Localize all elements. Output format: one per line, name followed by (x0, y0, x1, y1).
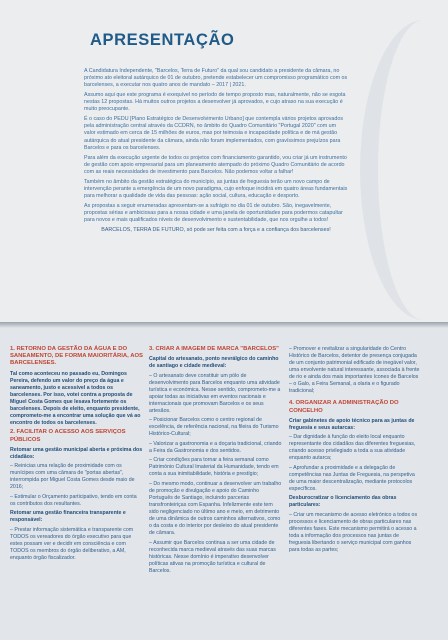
section-paragraph: Tal como aconteceu no passado eu, Domingos Pereira, defendo um valor do preço da água e saneamento, justo e acessível a todos os barcelenses. Por isso, votei contra a proposta de Miguel Costa Gomes que lesava fortemente os barcelenses. Depois de eleito, enquanto presidente, comprometo-me a encontrar uma solução que vá ao encontro de todos os barcelenses. (10, 370, 141, 426)
column-3 (289, 346, 421, 557)
section-paragraph: Retomar uma gestão financeira transparente e responsável: (10, 510, 126, 524)
intro-paragraph: Para além da execução urgente de todos os projetos com financiamento garantido, vou criar já um instrumento de gestão com apoio empresarial para um planeamento atempado do próximo Quadro Comunitário de acordo com as reais necessidades de investimento para Barcelos. Não podemos voltar a falhar! (84, 154, 347, 175)
column-2 (149, 346, 282, 577)
page-fold (0, 322, 448, 328)
section-paragraph: Capital do artesanato, ponto nevrálgico do caminho de santiago e cidade medieval: (149, 356, 279, 370)
section-paragraph: – Valorizar a gastronomia e a doçaria tradicional, criando a Feira da Gastronomia e dos sentidos. (149, 440, 282, 454)
section-paragraph: – Estimular o Orçamento participativo, tendo em conta os contributos dos resultantes. (10, 493, 137, 507)
intro-paragraph: É o caso do PEDU [Plano Estratégico de Desenvolvimento Urbano] que contempla vários projetos aprovados pela administração central através da CCDRN, no âmbito do Quadro Comunitário "Portugal 2020" com um valor estimado em cerca de 15 milhões de euros, mas por teimosia e incapacidade política e de má gestão autárquica do atual presidente da câmara, ainda não foram implementados, com gravíssimos prejuízos para Barcelos e para os barcelenses. (84, 116, 344, 151)
section-paragraph: – Criar um mecanismo de acesso eletrónico a todos os processos e licenciamento de obras particulares nas diferentes fases. Este mecanismo permitirá o acesso a toda a informação dos processos nas juntas de freguesia libertando o serviço municipal com ganhos para todas as partes; (289, 511, 418, 554)
intro-text (84, 68, 348, 237)
section-paragraph: – Do mesmo modo, continuar a desenvolver um trabalho de promoção e divulgação e apoio do Caminho Português de Santiago, incluindo parcerias transfronteiriças com Espanha. Infelizmente este tem sido negligenciado no último ano e meio, em detrimento de uma dinâmica de outros caminhos alternativos, como o da costa e do interior por desleixo do atual presidente de câmara. (149, 480, 282, 537)
section-paragraph: – Prestar informação sistemática e transparente com TODOS os vereadores do órgão executivo para que estes possam ver e decidir em consciência e com TODOS os membros do órgão deliberativo, a AM, enquanto órgão fiscalizador. (10, 526, 134, 561)
section-paragraph: – Aprofundar a proximidade e a delegação de competências nas Juntas de Freguesia, na perspetiva de uma maior descentralização, mediante protocolos específicos. (289, 464, 415, 492)
page-title: APRESENTAÇÃO (90, 31, 235, 49)
section-paragraph: – Dar dignidade à função do eleito local enquanto representante dos cidadãos das diferentes freguesias, criando acesso privilegiado a toda a sua atividade enquanto autarca; (289, 434, 416, 462)
intro-paragraph: Assumo aqui que este programa é exequível no período de tempo proposto mas, naturalmente, não se esgota nestas 12 propostas. Há muitos outros projetos a desenvolver já aprovados, e cujo atraso na sua execução é muito preocupante. (84, 92, 346, 113)
intro-paragraph: As propostas a seguir enumeradas apresentam-se a sufrágio no dia 01 de outubro. São, inegavelmente, propostas sérias e ambiciosas para a nossa cidade e uma janela de oportunidades para podermos catapultar para novos e mais qualificados níveis de desenvolvimento e sustentabilidade, que nos orgulhe a todos! (84, 202, 343, 223)
section-paragraph: – Promover e revitalizar a singularidade do Centro Histórico de Barcelos, detentor de presença conjugada de um conjunto patrimonial edificado de inegável valor, uma envolvente natural interessante, associada à frente de rio e ainda dos mais importantes ícones de Barcelos – o Galo, a Feira Semanal, a olaria e o figurado tradicional; (289, 346, 420, 395)
section-heading: 3. CRIAR A IMAGEM DE MARCA "BARCELOS" (149, 346, 279, 352)
section-paragraph: Retomar uma gestão municipal aberta e próxima dos cidadãos: (10, 446, 143, 460)
section-paragraph: – Assumir que Barcelos continua a ser uma cidade de reconhecida marca medieval através das suas marcas históricas. Nesse domínio é imperativo desenvolver políticas ativas na promoção turística e cultural de Barcelos. (149, 539, 276, 574)
section-paragraph: – O artesanato deve constituir um pólo de desenvolvimento para Barcelos enquanto uma atividade turística e económica. Nesse sentido, comprometo-me a apoiar todas as iniciativas em eventos nacionais e internacionais que promovam Barcelos e os seus artesãos. (149, 372, 281, 414)
section-paragraph: – Criar condições para tornar a feira semanal como Património Cultural Imaterial da Humanidade, tendo em conta a sua inimitabilidade, história e prestígio; (149, 457, 279, 478)
intro-paragraph: Também no âmbito da gestão estratégica do município, as juntas de freguesia terão um novo campo de intervenção perante a emergência de um novo paradigma, cujo enfoque incidirá em quatro áreas fundamentais para melhorar a qualidade de vida das pessoas: ação social, cultura, educação e desporto. (84, 178, 348, 199)
closing-line: BARCELOS, TERRA DE FUTURO, só pode ser feita com a força e a confiança dos barcelenses! (101, 227, 331, 234)
decorative-swoosh (360, 20, 448, 320)
section-paragraph: – Posicionar Barcelos como o centro regional de excelência, de referência nacional, na fileira do Turismo Histórico-Cultural; (149, 417, 279, 438)
column-1 (10, 346, 143, 564)
section-heading: 4. ORGANIZAR A ADMINISTRAÇÃO DO CONCELHO (289, 400, 399, 414)
section-paragraph: Desburocratizar o licenciamento das obras particulares: (289, 495, 397, 509)
section-paragraph: Criar gabinetes de apoio técnico para as juntas de freguesia e seus autarcas: (289, 417, 415, 431)
intro-paragraph: A Candidatura Independente, "Barcelos, Terra de Futuro" da qual sou candidato a presidente da câmara, no próximo ato eleitoral autárquico de 01 de outubro, pretende estabelecer um compromisso programático com os barcelenses, a executar nos quatro anos de mandato – 2017 | 2021. (84, 68, 348, 89)
section-heading: 1. RETORNO DA GESTÃO DA ÁGUA E DO SANEAMENTO, DE FORMA MAIORITÁRIA, AOS BARCELENSES. (10, 346, 143, 367)
section-heading: 2. FACILITAR O ACESSO AOS SERVIÇOS PÚBLICOS (10, 429, 126, 443)
section-paragraph: – Reinicias uma relação de proximidade com os munícipes com uma câmara de "portas abertas", interrompida por Miguel Costa Gomes desde maio de 2016; (10, 463, 135, 491)
